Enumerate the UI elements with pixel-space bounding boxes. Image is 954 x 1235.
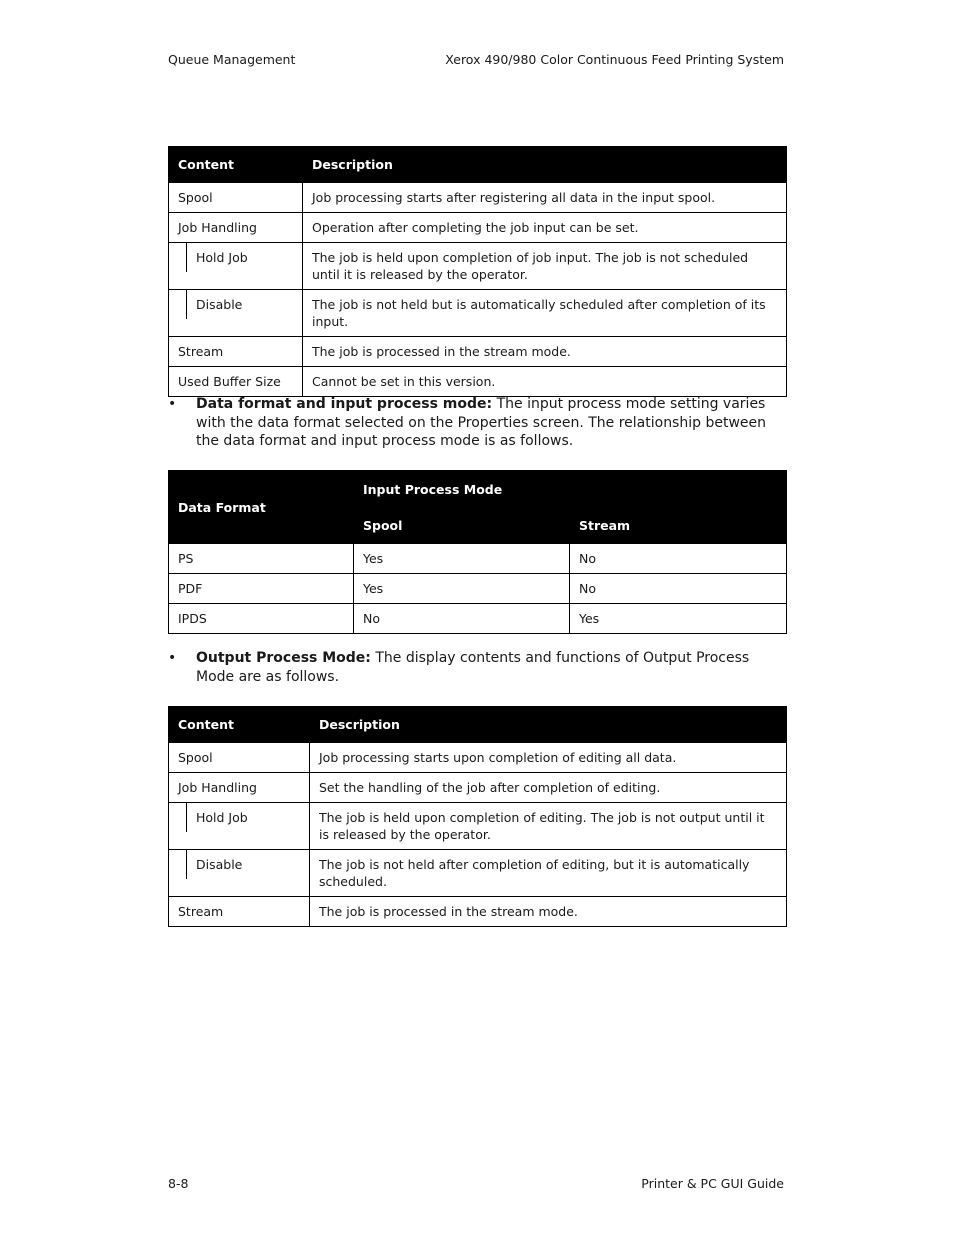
bullet-lead: Output Process Mode: <box>196 650 371 666</box>
column-header-input-process-mode: Input Process Mode <box>354 471 787 508</box>
table-row <box>169 183 787 213</box>
table-row <box>169 850 787 897</box>
table-row <box>169 243 787 290</box>
cell-description: Job processing starts after registering all data in the input spool. <box>303 183 787 213</box>
table-row <box>169 897 787 927</box>
column-header-content: Content <box>169 707 310 743</box>
bullet-body: The display contents and functions of Output Process Mode are as follows. <box>196 650 750 685</box>
table-header-row <box>169 471 787 508</box>
sub-item-label: Disable <box>196 857 243 872</box>
column-header-description: Description <box>303 147 787 183</box>
table-row <box>169 604 787 634</box>
column-header-stream: Stream <box>570 508 787 544</box>
cell-content-sub <box>169 243 303 290</box>
data-format-mode-table <box>168 470 787 634</box>
cell-description: The job is held upon completion of editing. The job is not output until it is released by the operator. <box>310 803 787 850</box>
cell-format: PS <box>169 544 354 574</box>
table-row <box>169 290 787 337</box>
table-row <box>169 773 787 803</box>
table-row <box>169 803 787 850</box>
sub-item-label: Hold Job <box>196 810 248 825</box>
cell-description: The job is held upon completion of job input. The job is not scheduled until it is released by the operator. <box>303 243 787 290</box>
cell-content: Stream <box>169 337 303 367</box>
table-row <box>169 544 787 574</box>
input-process-content-table <box>168 146 787 397</box>
sub-item-label: Hold Job <box>196 250 248 265</box>
column-header-spool: Spool <box>354 508 570 544</box>
table-header-row <box>169 707 787 743</box>
cell-format: IPDS <box>169 604 354 634</box>
cell-spool: Yes <box>354 574 570 604</box>
running-header-section: Queue Management <box>168 52 296 67</box>
column-header-data-format: Data Format <box>169 471 354 544</box>
bullet-text <box>196 395 786 451</box>
cell-spool: Yes <box>354 544 570 574</box>
bullet-marker: • <box>168 396 177 412</box>
cell-stream: Yes <box>570 604 787 634</box>
cell-description: The job is not held after completion of editing, but it is automatically scheduled. <box>310 850 787 897</box>
column-header-description: Description <box>310 707 787 743</box>
cell-stream: No <box>570 574 787 604</box>
cell-content: Stream <box>169 897 310 927</box>
column-header-content: Content <box>169 147 303 183</box>
cell-description: The job is not held but is automatically scheduled after completion of its input. <box>303 290 787 337</box>
running-header-title: Xerox 490/980 Color Continuous Feed Printing System <box>445 52 784 67</box>
cell-content: Spool <box>169 743 310 773</box>
table-row <box>169 213 787 243</box>
bullet-output-process-mode <box>168 649 786 686</box>
cell-description: Job processing starts upon completion of editing all data. <box>310 743 787 773</box>
cell-description: The job is processed in the stream mode. <box>303 337 787 367</box>
cell-content: Used Buffer Size <box>169 367 303 397</box>
table-header-row <box>169 147 787 183</box>
sub-item-label: Disable <box>196 297 243 312</box>
cell-content: Job Handling <box>169 773 310 803</box>
cell-description: The job is processed in the stream mode. <box>310 897 787 927</box>
cell-content-sub <box>169 850 310 897</box>
bullet-text <box>196 649 786 686</box>
cell-content: Spool <box>169 183 303 213</box>
guide-title: Printer & PC GUI Guide <box>641 1176 784 1191</box>
table-row <box>169 337 787 367</box>
cell-description: Set the handling of the job after completion of editing. <box>310 773 787 803</box>
cell-description: Cannot be set in this version. <box>303 367 787 397</box>
output-process-content-table <box>168 706 787 927</box>
cell-format: PDF <box>169 574 354 604</box>
table-row <box>169 743 787 773</box>
cell-spool: No <box>354 604 570 634</box>
table-row <box>169 574 787 604</box>
cell-content-sub <box>169 803 310 850</box>
page-number: 8-8 <box>168 1176 189 1191</box>
bullet-lead: Data format and input process mode: <box>196 396 493 412</box>
cell-description: Operation after completing the job input can be set. <box>303 213 787 243</box>
bullet-marker: • <box>168 650 177 666</box>
bullet-data-format <box>168 395 786 451</box>
table-row <box>169 367 787 397</box>
cell-content-sub <box>169 290 303 337</box>
bullet-body: The input process mode setting varies with the data format selected on the Properties screen. The relationship between the data format and input process mode is as follows. <box>196 396 766 449</box>
cell-content: Job Handling <box>169 213 303 243</box>
cell-stream: No <box>570 544 787 574</box>
